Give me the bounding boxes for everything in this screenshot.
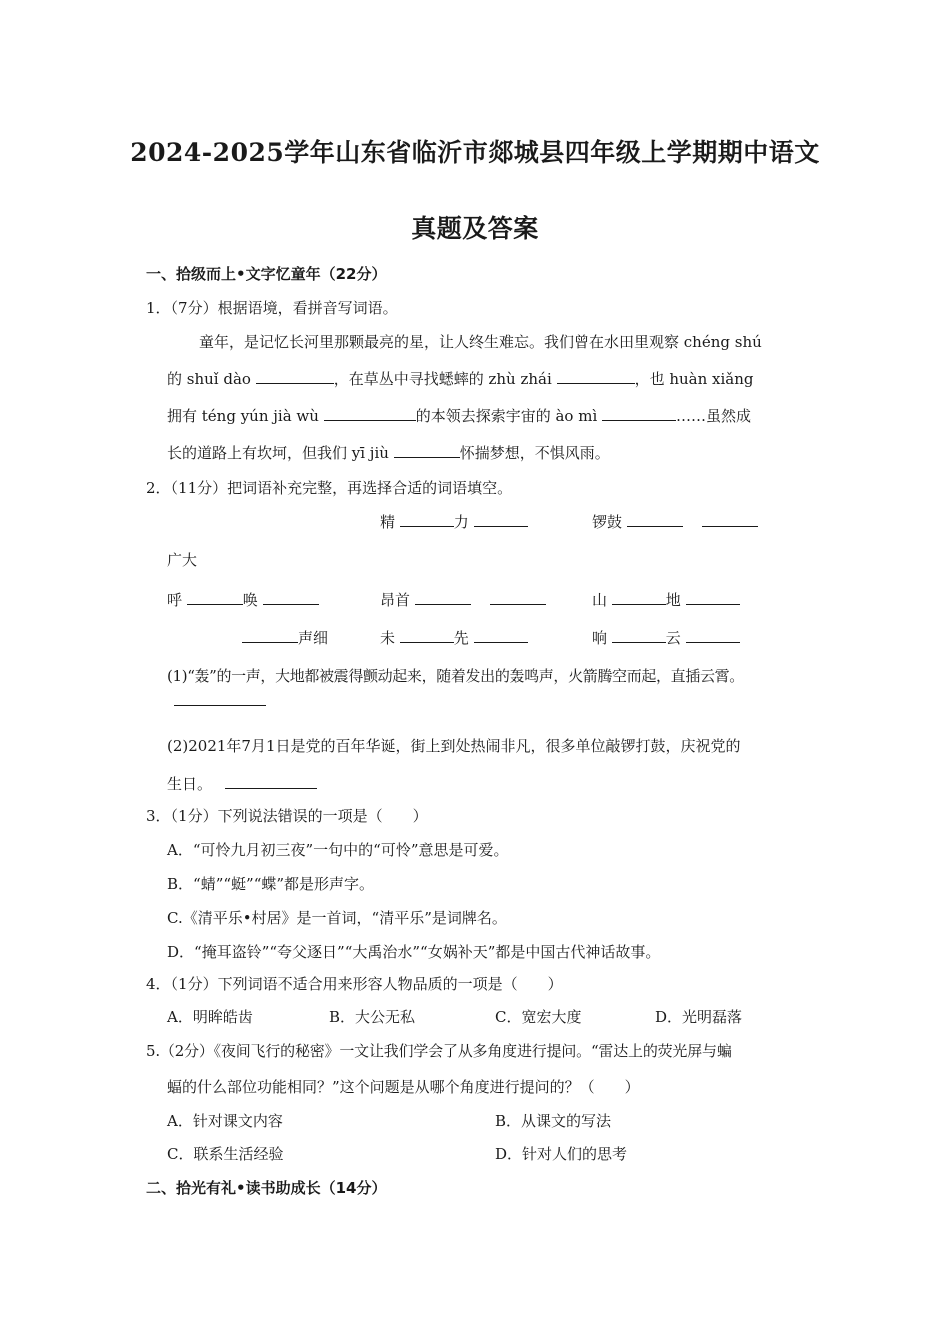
question-1-passage-line1: 童年，是记忆长河里那颗最亮的星，让人终生难忘。我们曾在水田里观察 chéng shú (199, 333, 762, 351)
answer-blank[interactable] (400, 628, 454, 643)
document-title-line1: 2024-2025学年山东省临沂市郯城县四年级上学期期中语文 (130, 138, 820, 167)
idiom-char: 锣鼓 (592, 513, 623, 531)
idiom-char: 先 (453, 629, 469, 647)
answer-blank[interactable] (557, 369, 635, 384)
answer-blank[interactable] (490, 590, 546, 605)
answer-blank[interactable] (474, 512, 528, 527)
idiom-char: 云 (665, 629, 681, 647)
question-4-option-b[interactable]: B．大公无私 (329, 1008, 416, 1026)
question-2-stem: 2．（11分）把词语补充完整，再选择合适的词语填空。 (146, 479, 513, 497)
question-1-passage-line3 (167, 405, 751, 426)
answer-blank[interactable] (415, 590, 471, 605)
section-heading-1: 一、拾级而上•文字忆童年（22分） (146, 265, 387, 283)
answer-blank[interactable] (400, 512, 454, 527)
idiom-item (380, 589, 546, 610)
idiom-char: 声细 (298, 629, 329, 647)
answer-blank[interactable] (394, 443, 460, 458)
passage-text: ……虽然成 (676, 407, 752, 425)
idiom-char: 唤 (242, 591, 258, 609)
question-1-stem: 1．（7分）根据语境，看拼音写词语。 (146, 299, 398, 317)
passage-text: 的本领去探索宇宙的 ào mì (415, 407, 598, 425)
answer-blank[interactable] (263, 590, 319, 605)
question-5-stem-line1: 5.（2分）《夜间飞行的秘密》一文让我们学会了从多角度进行提问。“雷达上的荧光屏与蝙 (146, 1042, 732, 1060)
question-1-passage-line4 (167, 442, 610, 463)
question-2-sentence-2-continued (167, 773, 317, 794)
passage-text: ，也 huàn xiǎng (634, 370, 754, 388)
question-2-sentence-2: (2)2021年7月1日是党的百年华诞，街上到处热闹非凡，很多单位敲锣打鼓，庆祝党的 (167, 737, 741, 755)
passage-text: 的 shuǐ dào (167, 370, 251, 388)
idiom-char: 力 (453, 513, 469, 531)
answer-blank[interactable] (686, 590, 740, 605)
answer-blank[interactable] (187, 590, 243, 605)
idiom-item (167, 589, 319, 610)
document-title-line2: 真题及答案 (411, 214, 539, 243)
section-heading-2: 二、拾光有礼•读书助成长（14分） (146, 1179, 387, 1197)
answer-blank[interactable] (474, 628, 528, 643)
idiom-char: 地 (665, 591, 681, 609)
question-5-option-b[interactable]: B．从课文的写法 (495, 1112, 612, 1130)
answer-blank[interactable] (225, 774, 317, 789)
idiom-char: 响 (592, 629, 608, 647)
idiom-char: 呼 (167, 591, 183, 609)
answer-blank[interactable] (602, 406, 676, 421)
idiom-item (592, 511, 758, 532)
idiom-char: 昂首 (380, 591, 411, 609)
answer-blank[interactable] (242, 628, 298, 643)
question-3-option-d[interactable]: D．“掩耳盗铃”“夸父逐日”“大禹治水”“女娲补天”都是中国古代神话故事。 (167, 943, 661, 961)
answer-blank[interactable] (702, 512, 758, 527)
idiom-char: 精 (380, 513, 396, 531)
answer-blank[interactable] (324, 406, 416, 421)
answer-blank[interactable] (686, 628, 740, 643)
answer-blank[interactable] (612, 590, 666, 605)
idiom-item (380, 511, 528, 532)
passage-text: 怀揣梦想，不惧风雨。 (459, 444, 610, 462)
question-1-passage-line2 (167, 368, 754, 389)
question-3-option-c[interactable]: C.《清平乐•村居》是一首词，“清平乐”是词牌名。 (167, 909, 507, 927)
sentence-text: 生日。 (167, 775, 213, 793)
passage-text: ，在草丛中寻找蟋蟀的 zhù zhái (333, 370, 552, 388)
idiom-char: 未 (380, 629, 396, 647)
answer-blank[interactable] (174, 705, 266, 706)
question-5-stem-line2: 蝠的什么部位功能相同？”这个问题是从哪个角度进行提问的？（ ） (167, 1078, 640, 1096)
idiom-item (380, 627, 528, 648)
question-2-sentence-1: (1)“轰”的一声，大地都被震得颤动起来，随着发出的轰鸣声，火箭腾空而起，直插云霄。 (167, 667, 744, 685)
answer-blank[interactable] (612, 628, 666, 643)
answer-blank[interactable] (627, 512, 683, 527)
question-3-option-b[interactable]: B．“蜻”“蜓”“蝶”都是形声字。 (167, 875, 375, 893)
passage-text: 拥有 téng yún jià wù (167, 407, 319, 425)
question-5-option-d[interactable]: D．针对人们的思考 (495, 1145, 628, 1163)
idiom-item-continued: 广大 (167, 551, 198, 569)
question-3-option-a[interactable]: A．“可怜九月初三夜”一句中的“可怜”意思是可爱。 (167, 841, 509, 859)
idiom-item (592, 589, 740, 610)
answer-blank[interactable] (256, 369, 334, 384)
idiom-char: 山 (592, 591, 608, 609)
question-5-option-c[interactable]: C．联系生活经验 (167, 1145, 284, 1163)
question-3-stem: 3．（1分）下列说法错误的一项是（ ） (146, 807, 428, 825)
question-5-option-a[interactable]: A．针对课文内容 (167, 1112, 283, 1130)
idiom-item (592, 627, 740, 648)
idiom-item (242, 627, 328, 648)
question-4-option-c[interactable]: C．宽宏大度 (495, 1008, 582, 1026)
passage-text: 长的道路上有坎坷，但我们 yī jiù (167, 444, 389, 462)
question-4-option-d[interactable]: D．光明磊落 (655, 1008, 743, 1026)
question-4-option-a[interactable]: A．明眸皓齿 (167, 1008, 253, 1026)
question-4-stem: 4．（1分）下列词语不适合用来形容人物品质的一项是（ ） (146, 975, 563, 993)
